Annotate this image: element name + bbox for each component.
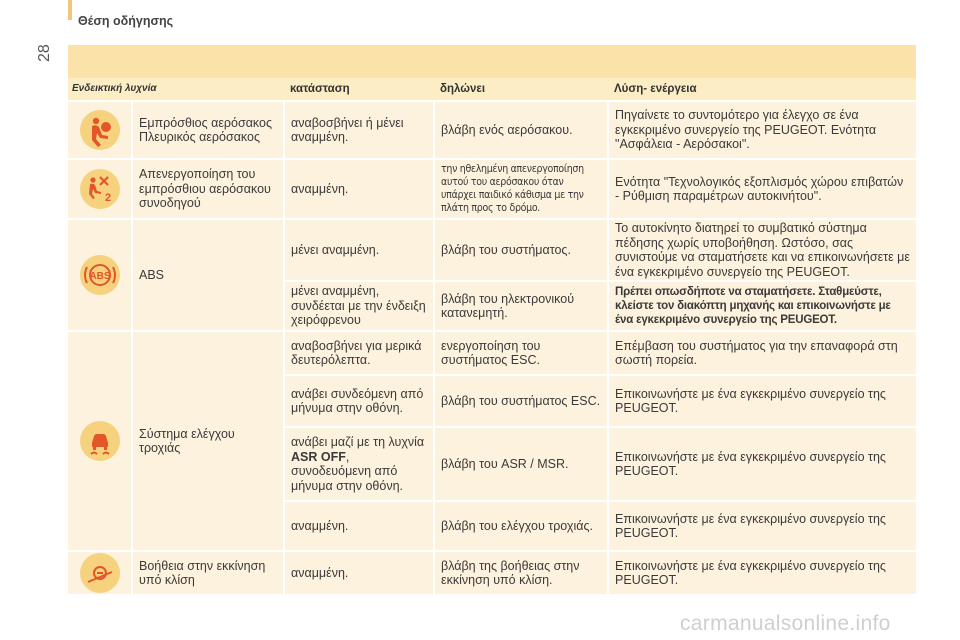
page-number-text: 28	[36, 44, 53, 62]
function-cell: Βοήθεια στην εκκίνηση υπό κλίση	[132, 551, 284, 595]
cause-cell: ενεργοποίηση του συστήματος ESC.	[434, 331, 608, 375]
state-cell: αναβοσβήνει για μερικά δευτερόλεπτα.	[284, 331, 434, 375]
airbag-warning-icon	[80, 110, 120, 150]
function-cell: Εμπρόσθιος αερόσακος Πλευρικός αερόσακος	[132, 101, 284, 159]
cause-cell: βλάβη του συστήματος.	[434, 219, 608, 281]
action-cell: Επέμβαση του συστήματος για την επαναφορά στη σωστή πορεία.	[608, 331, 916, 375]
function-cell: Σύστημα ελέγχου τροχιάς	[132, 331, 284, 551]
icon-cell	[68, 159, 132, 219]
section-title: Θέση οδήγησης	[78, 14, 174, 28]
state-cell: μένει αναμμένη, συνδέεται με την ένδειξη χειρόφρενου	[284, 281, 434, 331]
asr-off-label: ASR OFF	[291, 449, 346, 464]
table-top-band	[68, 45, 916, 78]
cause-cell: βλάβη του συστήματος ESC.	[434, 375, 608, 427]
action-cell: Το αυτοκίνητο διατηρεί το συμβατικό σύστημα πέδησης χωρίς υποβοήθηση. Ωστόσο, σας συνιστούμε να σταματήσετε και να επικοινωνήσετε με ένα εγκεκριμένο συνεργείο της PEUGEOT.	[608, 219, 916, 281]
table-row	[68, 219, 916, 281]
cause-cell: βλάβη του ελέγχου τροχιάς.	[434, 501, 608, 551]
column-header-indicator: Ενδεικτική λυχνία	[68, 78, 284, 101]
state-cell: αναμμένη.	[284, 501, 434, 551]
cause-cell: την ηθελημένη απενεργοποίηση αυτού του αερόσακου όταν υπάρχει παιδικό κάθισμα με την πλάτη προς το δρόμο.	[434, 159, 608, 219]
state-cell	[284, 427, 434, 501]
state-text-before: ανάβει μαζί με τη λυχνία	[291, 435, 425, 449]
section-accent-bar	[68, 0, 72, 20]
action-cell: Πρέπει οπωσδήποτε να σταματήσετε. Σταθμεύστε, κλείστε τον διακόπτη μηχανής και επικοινωνήστε με ένα εγκεκριμένο συνεργείο της PEUGEOT.	[608, 281, 916, 331]
table-row	[68, 331, 916, 375]
hill-start-assist-icon	[80, 553, 120, 593]
state-cell: μένει αναμμένη.	[284, 219, 434, 281]
column-header-cause: δηλώνει	[434, 78, 608, 101]
function-cell: Απενεργοποίηση του εμπρόσθιου αερόσακου συνοδηγού	[132, 159, 284, 219]
state-cell: αναβοσβήνει ή μένει αναμμένη.	[284, 101, 434, 159]
table-row	[68, 551, 916, 595]
cause-cell: βλάβη του ηλεκτρονικού κατανεμητή.	[434, 281, 608, 331]
warning-lights-table	[68, 45, 916, 596]
icon-cell	[68, 219, 132, 331]
skid-control-icon	[80, 421, 120, 461]
icon-cell	[68, 551, 132, 595]
icon-cell	[68, 101, 132, 159]
column-header-state: κατάσταση	[284, 78, 434, 101]
abs-icon	[80, 255, 120, 295]
table-row	[68, 101, 916, 159]
table-body	[68, 78, 916, 596]
action-cell: Επικοινωνήστε με ένα εγκεκριμένο συνεργείο της PEUGEOT.	[608, 427, 916, 501]
table-row	[68, 159, 916, 219]
action-cell: Επικοινωνήστε με ένα εγκεκριμένο συνεργείο της PEUGEOT.	[608, 551, 916, 595]
footer-watermark: carmanualsonline.info	[680, 612, 891, 635]
function-cell: ABS	[132, 219, 284, 331]
passenger-airbag-off-icon	[80, 169, 120, 209]
state-cell: ανάβει συνδεόμενη από μήνυμα στην οθόνη.	[284, 375, 434, 427]
table-header-row	[68, 78, 916, 101]
action-cell: Επικοινωνήστε με ένα εγκεκριμένο συνεργείο της PEUGEOT.	[608, 375, 916, 427]
state-cell: αναμμένη.	[284, 159, 434, 219]
column-header-action: Λύση- ενέργεια	[608, 78, 916, 101]
action-cell: Πηγαίνετε το συντομότερο για έλεγχο σε ένα εγκεκριμένο συνεργείο της PEUGEOT. Ενότητα "Ασφάλεια - Αερόσακοι".	[608, 101, 916, 159]
page-number	[36, 32, 54, 62]
action-cell: Επικοινωνήστε με ένα εγκεκριμένο συνεργείο της PEUGEOT.	[608, 501, 916, 551]
svg-text:2: 2	[104, 192, 111, 204]
cause-cell: βλάβη ενός αερόσακου.	[434, 101, 608, 159]
cause-cell: βλάβη του ASR / MSR.	[434, 427, 608, 501]
state-cell: αναμμένη.	[284, 551, 434, 595]
cause-cell: βλάβη της βοήθειας στην εκκίνηση υπό κλίση.	[434, 551, 608, 595]
svg-text:ABS: ABS	[88, 271, 111, 282]
action-cell: Ενότητα "Τεχνολογικός εξοπλισμός χώρου επιβατών - Ρύθμιση παραμέτρων αυτοκινήτου".	[608, 159, 916, 219]
icon-cell	[68, 331, 132, 551]
state-text-after: , συνοδευόμενη από μήνυμα στην οθόνη.	[291, 449, 404, 493]
